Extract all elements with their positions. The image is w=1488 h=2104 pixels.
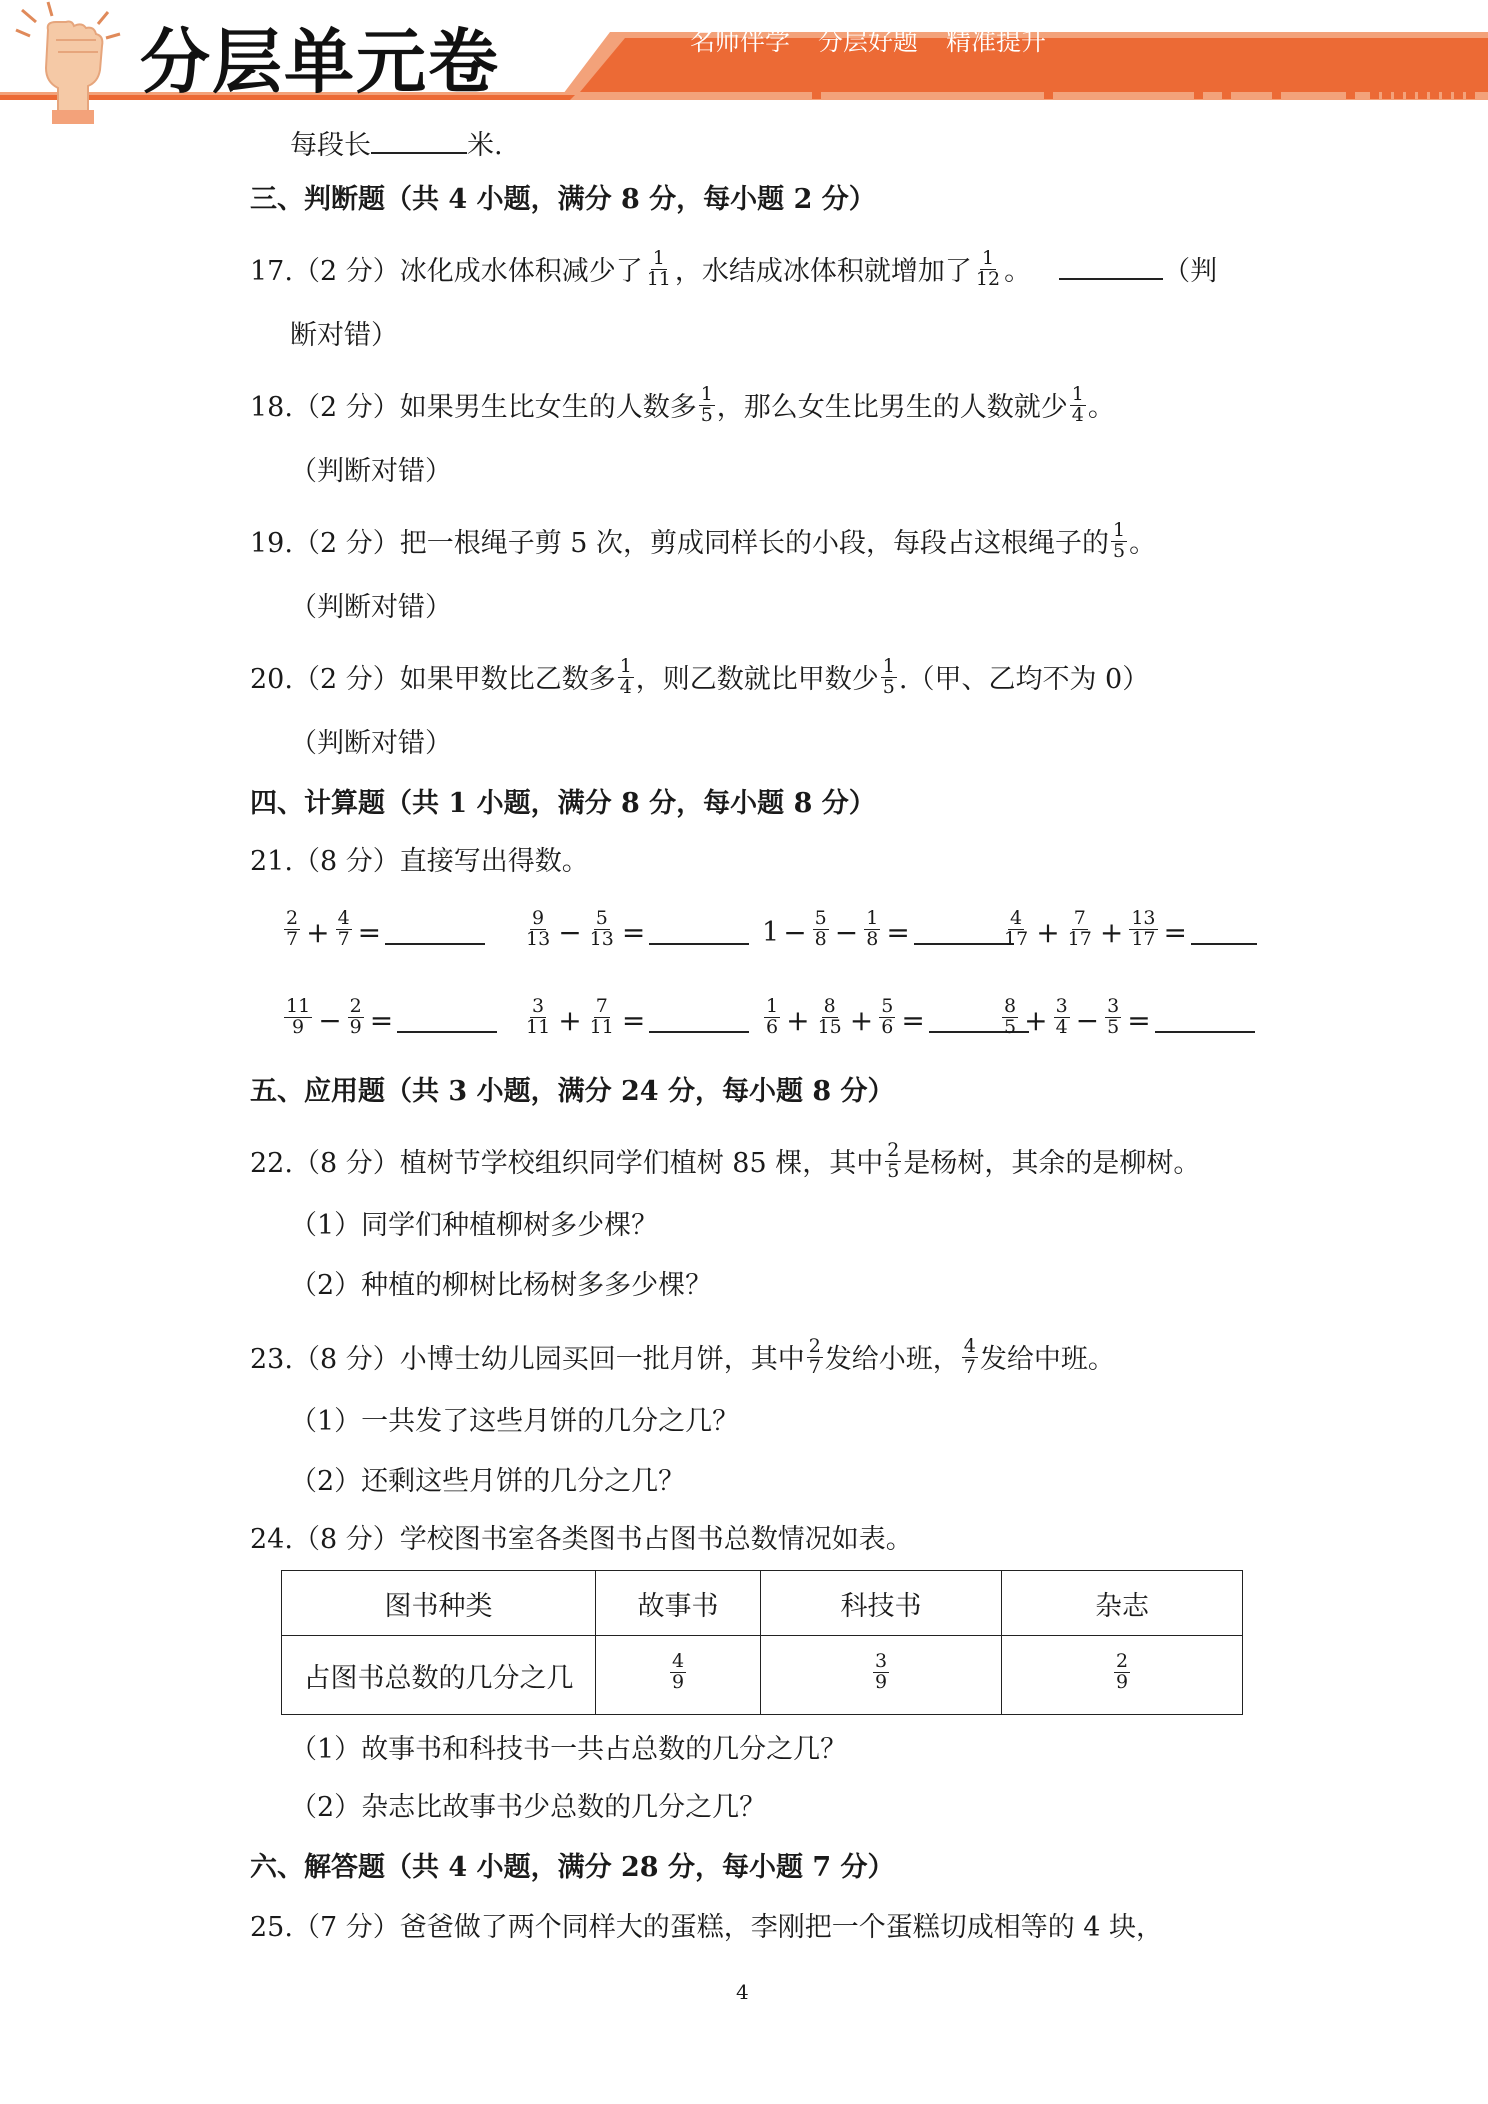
numerator: 2	[1115, 1649, 1129, 1672]
numerator: 8	[823, 994, 836, 1017]
section-heading: 六、解答题（共 4 小题，满分 28 分，每小题 7 分）	[250, 1852, 895, 1883]
denominator: 5	[882, 675, 895, 698]
question-text: 20.（2 分）如果甲数比乙数多	[250, 663, 616, 695]
denominator: 9	[349, 1015, 362, 1038]
fraction	[1002, 906, 1030, 950]
denominator: 9	[1115, 1670, 1129, 1693]
question-text: ，那么女生比男生的人数就少	[716, 391, 1068, 423]
fraction	[1002, 994, 1018, 1038]
numerator: 3	[874, 1649, 888, 1672]
question-18	[250, 383, 1115, 429]
table-row-label: 占图书总数的几分之几	[282, 1636, 596, 1715]
denominator: 17	[1004, 927, 1029, 950]
equals-sign: =	[1127, 1003, 1151, 1037]
fraction	[524, 994, 552, 1038]
fraction	[1066, 906, 1094, 950]
question-20	[250, 655, 1150, 701]
question-22	[250, 1139, 1201, 1185]
numerator: 1	[766, 994, 779, 1017]
question-text: ，则乙数就比甲数少	[635, 663, 879, 695]
equals-sign: =	[357, 915, 382, 949]
denominator: 11	[589, 1015, 614, 1038]
question-text: 22.（8 分）植树节学校组织同学们植树 85 棵，其中	[250, 1147, 884, 1179]
numerator: 1	[700, 383, 713, 405]
table-cell	[596, 1636, 761, 1715]
answer-blank[interactable]	[1059, 254, 1163, 280]
judge-hint: （判断对错）	[290, 592, 452, 623]
calc-row	[282, 990, 1242, 1050]
numerator: 3	[532, 994, 545, 1017]
denominator: 9	[671, 1670, 685, 1693]
denominator: 15	[817, 1015, 842, 1038]
judge-hint: （判断对错）	[290, 728, 452, 759]
fraction	[974, 249, 1002, 290]
numerator: 11	[286, 994, 311, 1017]
question-text: （判	[1163, 255, 1218, 287]
section-heading: 四、计算题（共 1 小题，满分 8 分，每小题 8 分）	[250, 788, 876, 819]
operator: +	[786, 1003, 810, 1037]
fraction	[588, 906, 616, 950]
question-23	[250, 1335, 1115, 1381]
denominator: 13	[526, 927, 551, 950]
question-24: 24.（8 分）学校图书室各类图书占图书总数情况如表。	[250, 1524, 913, 1555]
fraction	[807, 1337, 823, 1378]
operator: +	[849, 1003, 874, 1037]
numerator: 7	[595, 994, 608, 1017]
denominator: 7	[286, 927, 299, 950]
numerator: 2	[808, 1335, 821, 1357]
calc-expression	[762, 990, 1029, 1050]
numerator: 13	[1131, 906, 1156, 929]
operator: −	[1075, 1003, 1100, 1037]
question-text: 17.（2 分）冰化成水体积减少了	[250, 255, 643, 287]
integer-term: 1	[762, 916, 780, 948]
slogan-item: 分层好题	[818, 27, 919, 56]
fraction	[962, 1337, 978, 1378]
question-text: .（甲、乙均不为 0）	[898, 663, 1150, 695]
table-header-cell: 科技书	[761, 1571, 1002, 1636]
numerator: 1	[652, 247, 665, 269]
table-header-cell: 杂志	[1002, 1571, 1243, 1636]
question-text: 发给中班。	[979, 1343, 1115, 1375]
judge-hint: 断对错）	[290, 320, 398, 351]
text: 米.	[467, 130, 503, 161]
denominator: 4	[619, 675, 632, 698]
calc-expression	[522, 990, 749, 1050]
brand-title: 分层单元卷	[140, 21, 500, 103]
denominator: 17	[1067, 927, 1092, 950]
table-header-row	[282, 1571, 1243, 1636]
question-text: 。	[1087, 391, 1115, 423]
equals-sign: =	[621, 915, 646, 949]
denominator: 11	[646, 267, 671, 290]
numerator: 2	[286, 906, 299, 929]
fraction	[1070, 385, 1086, 426]
sub-question: （1）一共发了这些月饼的几分之几？	[290, 1406, 740, 1437]
fraction	[881, 657, 897, 698]
operator: +	[1036, 915, 1060, 949]
question-text: 是杨树，其余的是柳树。	[903, 1147, 1201, 1179]
denominator: 17	[1131, 927, 1156, 950]
calc-expression	[282, 990, 497, 1050]
fraction	[699, 385, 715, 426]
numerator: 3	[1107, 994, 1120, 1017]
fraction	[1129, 906, 1157, 950]
operator: +	[558, 1003, 582, 1037]
numerator: 5	[881, 994, 894, 1017]
equals-sign: =	[1163, 915, 1187, 949]
answer-blank[interactable]	[1155, 1007, 1255, 1033]
numerator: 5	[814, 906, 827, 929]
numerator: 2	[887, 1139, 900, 1161]
denominator: 7	[808, 1355, 821, 1378]
question-text: ，水结成冰体积就增加了	[674, 255, 972, 287]
numerator: 3	[1055, 994, 1068, 1017]
numerator: 5	[595, 906, 608, 929]
section-heading: 五、应用题（共 3 小题，满分 24 分，每小题 8 分）	[250, 1076, 895, 1107]
fraction	[885, 1141, 901, 1182]
fraction	[873, 1649, 889, 1693]
fraction	[1054, 994, 1070, 1038]
table-header-cell: 故事书	[596, 1571, 761, 1636]
question-text: 19.（2 分）把一根绳子剪 5 次，剪成同样长的小段，每段占这根绳子的	[250, 527, 1110, 559]
denominator: 5	[1107, 1015, 1120, 1038]
numerator: 4	[337, 906, 350, 929]
fraction	[284, 994, 312, 1038]
calc-expression	[522, 902, 749, 962]
answer-blank[interactable]	[371, 128, 467, 154]
denominator: 8	[866, 927, 879, 950]
book-ratio-table	[281, 1570, 1243, 1715]
previous-question-tail	[290, 128, 503, 159]
numerator: 9	[532, 906, 545, 929]
answer-blank[interactable]	[1191, 919, 1257, 945]
fraction	[670, 1649, 686, 1693]
question-text: 。	[1129, 527, 1157, 559]
table-cell	[1002, 1636, 1243, 1715]
fraction	[764, 994, 780, 1038]
numerator: 1	[1071, 383, 1084, 405]
denominator: 9	[292, 1015, 305, 1038]
calc-expression	[1000, 990, 1255, 1050]
fraction	[348, 994, 364, 1038]
denominator: 4	[1071, 403, 1084, 426]
numerator: 1	[866, 906, 879, 929]
operator: −	[558, 915, 582, 949]
operator: −	[834, 915, 859, 949]
question-25: 25.（7 分）爸爸做了两个同样大的蛋糕，李刚把一个蛋糕切成相等的 4 块，	[250, 1912, 1164, 1943]
numerator: 1	[981, 247, 995, 269]
operator: −	[783, 915, 807, 949]
sub-question: （2）种植的柳树比杨树多多少棵？	[290, 1270, 713, 1301]
page-number: 4	[736, 1980, 749, 2004]
fraction	[879, 994, 895, 1038]
numerator: 1	[619, 655, 632, 677]
numerator: 2	[349, 994, 362, 1017]
answer-blank[interactable]	[649, 919, 749, 945]
operator: +	[1024, 1003, 1048, 1037]
fraction	[645, 249, 673, 290]
fraction	[1111, 521, 1127, 562]
text: 每段长	[290, 130, 371, 161]
answer-blank[interactable]	[397, 1007, 497, 1033]
equals-sign: =	[369, 1003, 394, 1037]
question-text: 。	[1004, 255, 1032, 287]
slogan-item: 名师伴学	[690, 27, 791, 56]
calc-expression	[282, 902, 485, 962]
table-cell	[761, 1636, 1002, 1715]
sub-question: （1）同学们种植柳树多少棵？	[290, 1210, 659, 1241]
table-header-cell: 图书种类	[282, 1571, 596, 1636]
fraction	[336, 906, 352, 950]
sub-question: （2）杂志比故事书少总数的几分之几？	[290, 1792, 767, 1823]
denominator: 7	[963, 1355, 976, 1378]
numerator: 8	[1004, 994, 1017, 1017]
answer-blank[interactable]	[649, 1007, 749, 1033]
calc-expression	[762, 902, 1014, 962]
question-text: 18.（2 分）如果男生比女生的人数多	[250, 391, 697, 423]
denominator: 11	[526, 1015, 551, 1038]
fraction	[816, 994, 844, 1038]
sub-question: （1）故事书和科技书一共占总数的几分之几？	[290, 1734, 848, 1765]
denominator: 8	[814, 927, 827, 950]
denominator: 6	[881, 1015, 894, 1038]
answer-blank[interactable]	[914, 919, 1014, 945]
numerator: 4	[963, 1335, 976, 1357]
question-19	[250, 519, 1157, 565]
operator: −	[318, 1003, 342, 1037]
numerator: 1	[1113, 519, 1126, 541]
equals-sign: =	[901, 1003, 925, 1037]
denominator: 6	[766, 1015, 779, 1038]
denominator: 9	[874, 1670, 888, 1693]
numerator: 1	[882, 655, 895, 677]
fraction	[284, 906, 300, 950]
denominator: 4	[1055, 1015, 1068, 1038]
calc-expression	[1000, 902, 1257, 962]
calc-row	[282, 902, 1242, 962]
fraction	[524, 906, 552, 950]
equals-sign: =	[886, 915, 910, 949]
fraction	[1105, 994, 1121, 1038]
fraction	[813, 906, 829, 950]
denominator: 12	[975, 267, 1001, 290]
question-21: 21.（8 分）直接写出得数。	[250, 846, 589, 877]
numerator: 4	[1010, 906, 1023, 929]
sub-question: （2）还剩这些月饼的几分之几？	[290, 1466, 686, 1497]
operator: +	[1099, 915, 1124, 949]
slogan-item: 精准提升	[946, 27, 1047, 56]
equals-sign: =	[621, 1003, 646, 1037]
operator: +	[306, 915, 330, 949]
table-row	[282, 1636, 1243, 1715]
question-text: 23.（8 分）小博士幼儿园买回一批月饼，其中	[250, 1343, 805, 1375]
answer-blank[interactable]	[385, 919, 485, 945]
judge-hint: （判断对错）	[290, 456, 452, 487]
fraction	[864, 906, 880, 950]
section-heading: 三、判断题（共 4 小题，满分 8 分，每小题 2 分）	[250, 184, 876, 215]
denominator: 5	[1004, 1015, 1017, 1038]
denominator: 5	[887, 1159, 900, 1182]
numerator: 4	[671, 1649, 685, 1672]
denominator: 13	[589, 927, 614, 950]
denominator: 7	[337, 927, 350, 950]
fraction	[618, 657, 634, 698]
denominator: 5	[1113, 539, 1126, 562]
numerator: 7	[1073, 906, 1086, 929]
denominator: 5	[700, 403, 713, 426]
fraction	[1114, 1649, 1130, 1693]
question-text: 发给小班，	[824, 1343, 960, 1375]
fraction	[588, 994, 616, 1038]
question-17	[250, 247, 1218, 293]
